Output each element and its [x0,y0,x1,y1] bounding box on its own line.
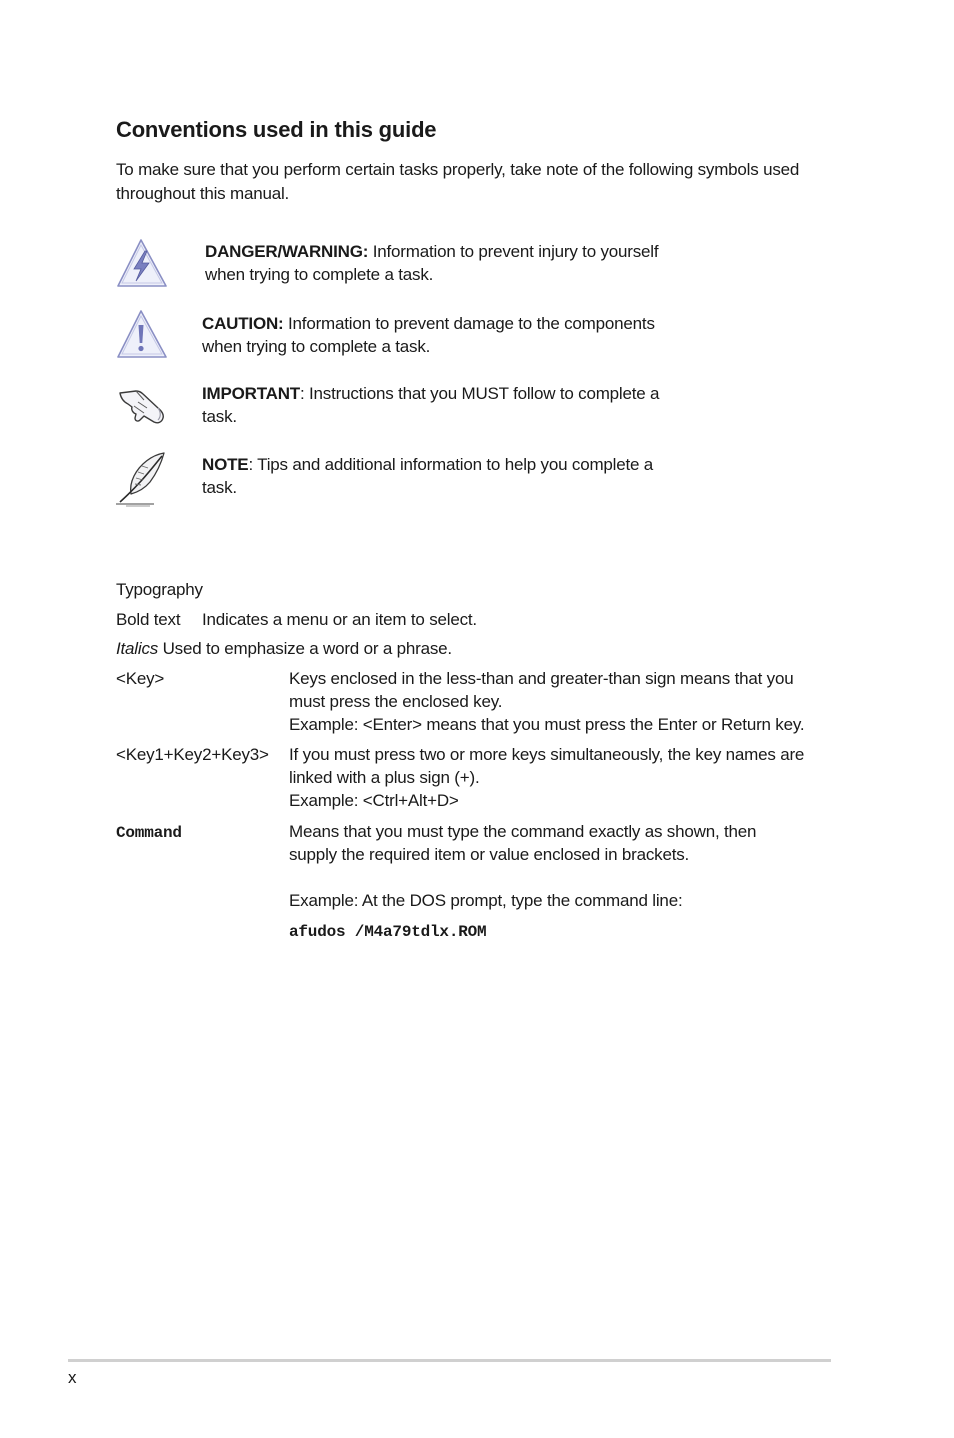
command-desc-line2: supply the required item or value enclosed in brackets. [289,845,690,864]
italics-term: Italics [116,639,159,658]
key-desc-line1: Keys enclosed in the less-than and greater-than sign means that you [289,669,794,688]
command-term: Command [116,824,182,842]
key-definition [289,667,849,736]
notice-danger [205,240,695,286]
key-combo-definition [289,743,849,812]
combo-desc-line2: linked with a plus sign (+). [289,768,480,787]
combo-desc-line1: If you must press two or more keys simultaneously, the key names are [289,745,805,764]
command-desc-line1: Means that you must type the command exactly as shown, then [289,822,757,841]
notice-label: IMPORTANT [202,384,300,403]
notice-body-line2: when trying to complete a task. [202,337,431,356]
page-title: Conventions used in this guide [116,117,437,142]
important-hand-icon [114,378,170,434]
page-number: x [68,1368,77,1387]
key-combo-term: <Key1+Key2+Key3> [116,745,269,764]
italics-desc: Used to emphasize a word or a phrase. [162,639,452,658]
command-line-example: afudos /M4a79tdlx.ROM [289,923,487,941]
notice-caution [202,312,692,358]
notice-body: : Instructions that you MUST follow to complete a [299,384,660,403]
bold-text-term: Bold text [116,610,181,629]
intro-paragraph: To make sure that you perform certain tasks properly, take note of the following symbols used throughout this manual. [116,160,800,203]
notice-note [202,453,692,499]
combo-desc-example: Example: <Ctrl+Alt+D> [289,791,459,810]
notice-body: Information to prevent injury to yourself [368,242,659,261]
key-desc-line2: must press the enclosed key. [289,692,503,711]
italics-row [116,637,452,660]
notice-important [202,382,692,428]
note-feather-icon [114,450,170,506]
key-desc-example: Example: <Enter> means that you must press the Enter or Return key. [289,715,805,734]
notice-label: NOTE [202,455,249,474]
typography-heading: Typography [116,580,203,599]
notice-body-line2: task. [202,407,237,426]
bold-text-desc: Indicates a menu or an item to select. [202,610,477,629]
notice-body-line2: when trying to complete a task. [205,265,434,284]
notice-body: : Tips and additional information to help you complete a [248,455,654,474]
command-example: Example: At the DOS prompt, type the command line: [289,891,683,910]
footer-divider [68,1359,831,1362]
key-term: <Key> [116,669,165,688]
danger-lightning-icon [114,236,170,292]
notice-label: CAUTION: [202,314,284,333]
notice-body-line2: task. [202,478,237,497]
caution-exclamation-icon [114,307,170,363]
notice-label: DANGER/WARNING: [205,242,369,261]
command-definition [289,820,849,866]
notice-body: Information to prevent damage to the components [283,314,655,333]
